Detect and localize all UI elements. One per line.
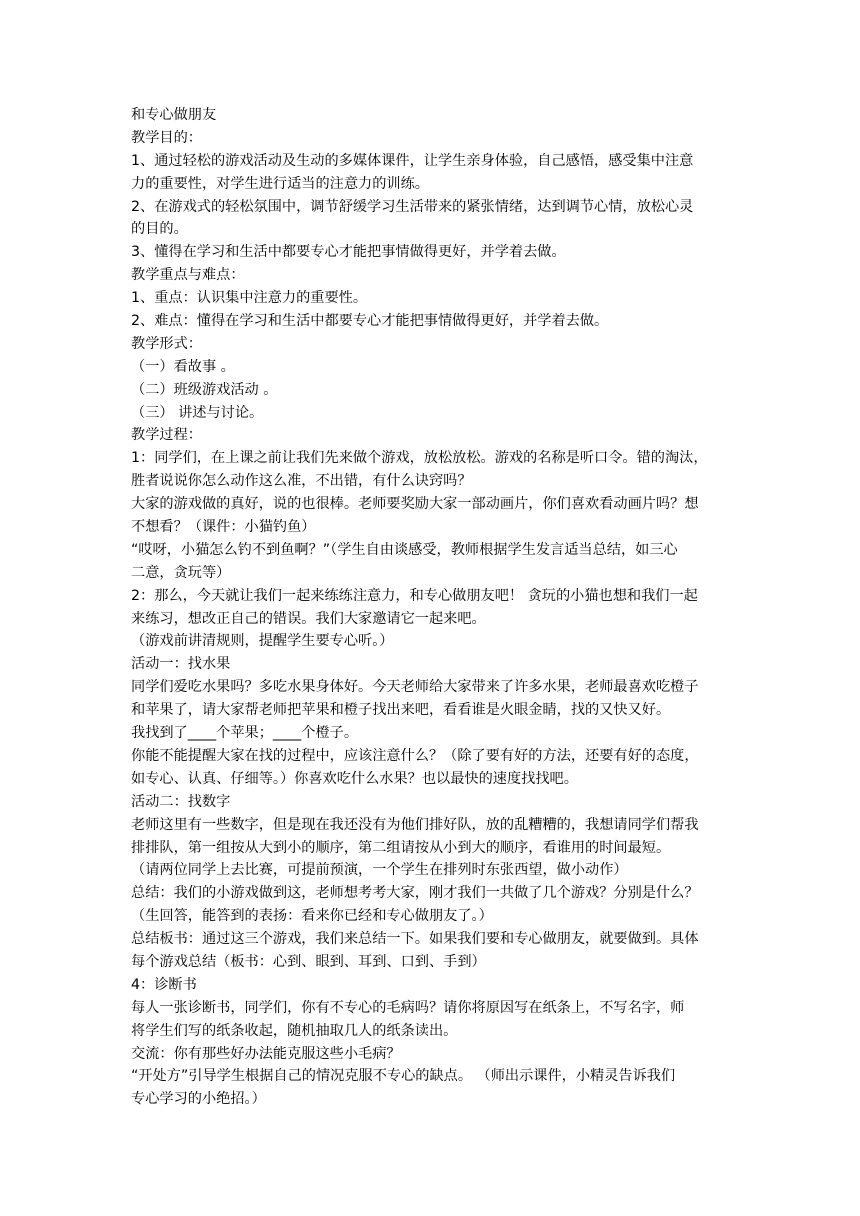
text-line: （请两位同学上去比赛，可提前预演，一个学生在排列时东张西望，做小动作） — [131, 862, 628, 879]
text-line: 总结：我们的小游戏做到这，老师想考考大家，刚才我们一共做了几个游戏？分别是什么？ — [131, 885, 699, 902]
text-line: 每人一张诊断书，同学们，你有不专心的毛病吗？请你将原因写在纸条上，不写名字，师 — [131, 999, 685, 1016]
text-line: （二）班级游戏活动 。 — [131, 381, 278, 398]
document-title: 和专心做朋友 — [131, 107, 217, 123]
text-line: 总结板书：通过这三个游戏，我们来总结一下。如果我们要和专心做朋友，就要做到。具体 — [131, 931, 699, 948]
text-line: （三） 讲述与讨论。 — [131, 404, 264, 421]
text-line: （游戏前讲清规则，提醒学生要专心听。） — [131, 633, 394, 650]
text-line: 交流：你有那些好办法能克服这些小毛病？ — [131, 1045, 401, 1062]
text-line: 2：那么，今天就让我们一起来练练注意力，和专心做朋友吧！ 贪玩的小猫也想和我们一起 — [131, 587, 698, 604]
text-line: “哎呀，小猫怎么钓不到鱼啊？”（学生自由谈感受，教师根据学生发言适当总结，如三心 — [131, 541, 678, 558]
document-body — [131, 104, 731, 1111]
text-line: 每个游戏总结（板书：心到、眼到、耳到、口到、手到） — [131, 953, 486, 970]
text-line: 2、在游戏式的轻松氛围中，调节舒缓学习生活带来的紧张情绪，达到调节心情，放松心灵 — [131, 198, 694, 215]
text-line: 二意，贪玩等） — [131, 564, 231, 581]
text-line: 你能不能提醒大家在找的过程中，应该注意什么？（除了要有好的方法，还要有好的态度， — [131, 747, 699, 764]
text-line: 不想看？（课件：小猫钓鱼） — [131, 519, 316, 536]
text-line: 如专心、认真、仔细等。）你喜欢吃什么水果？也以最快的速度找找吧。 — [131, 770, 578, 787]
text-line: 力的重要性，对学生进行适当的注意力的训练。 — [131, 175, 429, 192]
text-line: （生回答，能答到的表扬：看来你已经和专心做朋友了。） — [131, 908, 493, 925]
text-line: 将学生们写的纸条收起，随机抽取几人的纸条读出。 — [131, 1022, 458, 1039]
text-line: 胜者说说你怎么动作这么准，不出错，有什么诀窍吗？ — [131, 473, 472, 490]
text-line: 来练习，想改正自己的错误。我们大家邀请它一起来吧。 — [131, 610, 486, 627]
text-line: 活动二：找数字 — [131, 793, 231, 810]
text-line: 1：同学们，在上课之前让我们先来做个游戏，放松放松。游戏的名称是听口令。错的淘汰， — [131, 450, 708, 467]
text-line: 老师这里有一些数字，但是现在我还没有为他们排好队，放的乱糟糟的，我想请同学们帮我 — [131, 816, 699, 833]
text-line: （一）看故事 。 — [131, 358, 235, 375]
text-line: 1、重点：认识集中注意力的重要性。 — [131, 290, 368, 307]
text-line: 3、懂得在学习和生活中都要专心才能把事情做得更好，并学着去做。 — [131, 244, 566, 261]
text-line: 教学目的： — [131, 129, 202, 146]
text-line: 专心学习的小绝招。） — [131, 1091, 266, 1108]
text-line: 排排队，第一组按从大到小的顺序，第二组请按从小到大的顺序，看谁用的时间最短。 — [131, 839, 671, 856]
text-line: 的目的。 — [131, 221, 188, 238]
text-line: 同学们爱吃水果吗？多吃水果身体好。今天老师给大家带来了许多水果，老师最喜欢吃橙子 — [131, 679, 699, 696]
text-line: 2、难点：懂得在学习和生活中都要专心才能把事情做得更好，并学着去做。 — [131, 313, 609, 330]
text-line: 大家的游戏做的真好，说的也很棒。老师要奖励大家一部动画片，你们喜欢看动画片吗？想 — [131, 496, 699, 513]
text-line: 教学重点与难点： — [131, 267, 245, 284]
text-line: 教学过程： — [131, 427, 202, 444]
text-line: 4：诊断书 — [131, 976, 197, 993]
text-line: 活动一：找水果 — [131, 656, 231, 673]
text-line: 我找到了____个苹果；____个橙子。 — [131, 725, 359, 742]
text-line: 1、通过轻松的游戏活动及生动的多媒体课件，让学生亲身体验，自己感悟，感受集中注意 — [131, 152, 694, 169]
text-line: 教学形式： — [131, 335, 202, 352]
text-line: 和苹果了，请大家帮老师把苹果和橙子找出来吧，看看谁是火眼金睛，找的又快又好。 — [131, 702, 671, 719]
text-line: “开处方”引导学生根据自己的情况克服不专心的缺点。 （师出示课件，小精灵告诉我们 — [131, 1068, 676, 1085]
